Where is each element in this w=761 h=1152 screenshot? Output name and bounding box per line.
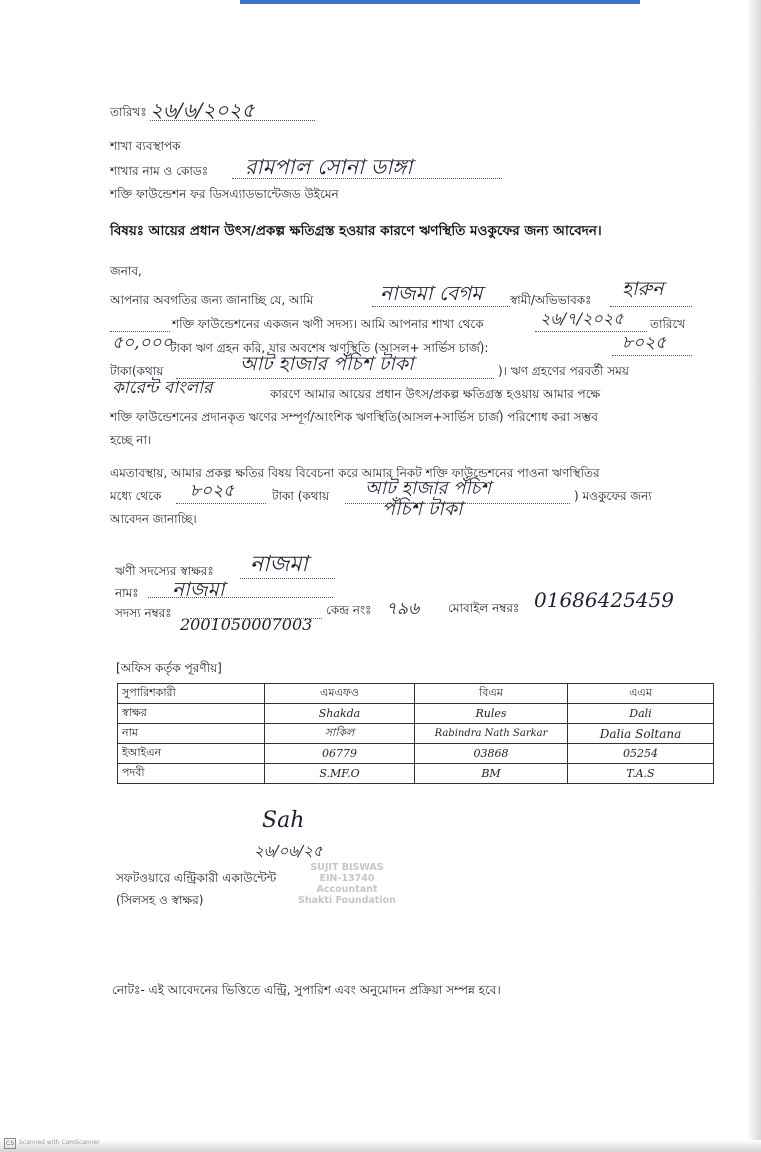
body-text: আবেদন জানাচ্ছি। (110, 512, 197, 526)
mobile-label: মোবাইল নম্বরঃ (448, 601, 520, 615)
scan-top-edge (240, 0, 640, 4)
table-cell: স্বাক্ষর (118, 704, 265, 724)
applicant-name: নাজমা বেগম (380, 281, 483, 305)
camscanner-logo: CS (6, 1140, 14, 1147)
member-number: 2001050007003 (180, 615, 313, 634)
table-row (118, 744, 714, 764)
table-cell: সাকিল (265, 724, 415, 744)
accountant-stamp: SUJIT BISWAS EIN-13740 Accountant Shakti Foundation (298, 862, 396, 906)
applicant-signature: নাজমা (250, 552, 308, 577)
table-row (118, 704, 714, 724)
table-cell: 03868 (415, 744, 568, 764)
waiver-amount: ৮০২৫ (190, 481, 235, 501)
body-text: হচ্ছে না। (110, 433, 152, 447)
table-cell: Rabindra Nath Sarkar (415, 724, 568, 744)
subject-line: বিষয়ঃ আয়ের প্রধান উৎস/প্রকল্প ক্ষতিগ্রস্ত হওয়ার কারণে ঋণস্থিতি মওকুফের জন্য আবেদন। (110, 223, 602, 239)
loan-amount: ৫০,০০০ (112, 333, 173, 353)
date-label: তারিখঃ (110, 105, 147, 119)
balance-in-words: আট হাজার পঁচিশ টাকা (240, 353, 414, 375)
office-table (117, 683, 714, 784)
body-text: )। ঋণ গ্রহণের পরবর্তী সময় (498, 364, 629, 378)
body-text: মধ্যে থেকে (110, 489, 162, 503)
body-text: তারিখে (650, 317, 686, 331)
scan-right-edge (747, 0, 761, 1152)
applicant-name-field: নাজমা (172, 577, 225, 601)
center-label: কেন্দ্র নংঃ (326, 603, 372, 617)
table-cell: Dali (568, 704, 714, 724)
organization-line: শক্তি ফাউন্ডেশন ফর ডিসএ্যাডভান্টেজড উইমেন (110, 187, 339, 201)
member-label: সদস্য নম্বরঃ (115, 606, 172, 620)
table-cell: Shakda (265, 704, 415, 724)
date-value: ২৬/৬/২০২৫ (150, 98, 255, 122)
body-text: আপনার অবগতির জন্য জানাচ্ছি যে, আমি (110, 293, 314, 307)
office-label: [অফিস কর্তৃক পূরণীয়] (116, 661, 222, 675)
table-row (118, 724, 714, 744)
body-text: শক্তি ফাউন্ডেশনের প্রদানকৃত ঋণের সম্পূর্ণ/আংশিক ঋণস্থিতি(আসল+সার্ভিস চার্জ) পরিশোধ করা সম্ভব (110, 410, 598, 424)
name-label: নামঃ (115, 586, 139, 600)
body-text: টাকা (কথায় (272, 489, 330, 503)
body-text: স্বামী/অভিভাবকঃ (510, 293, 592, 307)
loan-date: ২৬/৭/২০২৫ (540, 309, 624, 328)
mobile-number: 01686425459 (534, 588, 674, 612)
footer-note: নোটঃ- এই আবেদনের ভিত্তিতে এন্ট্রি, সুপারিশ এবং অনুমোদন প্রক্রিয়া সম্পন্ন হবে। (112, 983, 501, 997)
body-text: টাকা ঋণ গ্রহন করি, যার অবশেষ ঋণস্থিতি (আসল+ সার্ভিস চার্জ): (170, 341, 489, 355)
table-row (118, 684, 714, 704)
loss-reason: কারেন্ট বাংলার (112, 378, 213, 398)
table-cell: Rules (415, 704, 568, 724)
body-text: শক্তি ফাউন্ডেশনের একজন ঋণী সদস্য। আমি আপনার শাখা থেকে (172, 317, 484, 331)
camscanner-text: Scanned with CamScanner (19, 1139, 100, 1146)
table-cell: S.MF.O (265, 764, 415, 784)
recipient-line: শাখা ব্যবস্থাপক (110, 139, 181, 153)
body-text: কারণে আমার আয়ের প্রধান উৎস/প্রকল্প ক্ষতিগ্রস্ত হওয়ায় আমার পক্ষে (270, 387, 601, 401)
accountant-role: সফটওয়ারে এন্ট্রিকারী একাউন্টেন্ট (116, 871, 277, 885)
body-text: টাকা(কথায় (110, 364, 164, 378)
table-cell: 06779 (265, 744, 415, 764)
table-cell: BM (415, 764, 568, 784)
loan-balance: ৮০২৫ (622, 333, 667, 353)
table-cell: T.A.S (568, 764, 714, 784)
table-row (118, 764, 714, 784)
waiver-words: আট হাজার পঁচিশ (365, 478, 491, 499)
table-cell: 05254 (568, 744, 714, 764)
body-text: ) মওকুফের জন্য (574, 489, 652, 503)
seal-instruction: (সিলসহ ও স্বাক্ষর) (116, 893, 204, 907)
branch-label: শাখার নাম ও কোডঃ (110, 164, 209, 178)
table-cell: পদবী (118, 764, 265, 784)
accountant-sign-date: ২৬/০৬/২৫ (254, 842, 323, 860)
table-cell: সুপারিশকারী (118, 684, 265, 704)
table-cell: বিএম (415, 684, 568, 704)
salutation: জনাব, (110, 264, 142, 278)
guardian-name: হারুন (622, 278, 664, 300)
table-cell: Dalia Soltana (568, 724, 714, 744)
table-cell: এএম (568, 684, 714, 704)
table-cell: এমএফও (265, 684, 415, 704)
body-text: এমতাবস্থায়, আমার প্রকল্প ক্ষতির বিষয় বিবেচনা করে আমার নিকট শক্তি ফাউন্ডেশনের পাওনা ঋণস্থিতির (110, 466, 600, 480)
table-cell: ইআইএন (118, 744, 265, 764)
center-number: ৭৯৬ (386, 599, 420, 619)
table-cell: নাম (118, 724, 265, 744)
accountant-signature: Sah (262, 808, 305, 833)
signature-label: ঋণী সদস্যের স্বাক্ষরঃ (115, 564, 214, 578)
branch-value: রামপাল সোনা ডাঙ্গা (245, 155, 413, 179)
waiver-words-cont: পঁচিশ টাকা (382, 498, 463, 520)
scan-bottom-edge (0, 1140, 761, 1152)
